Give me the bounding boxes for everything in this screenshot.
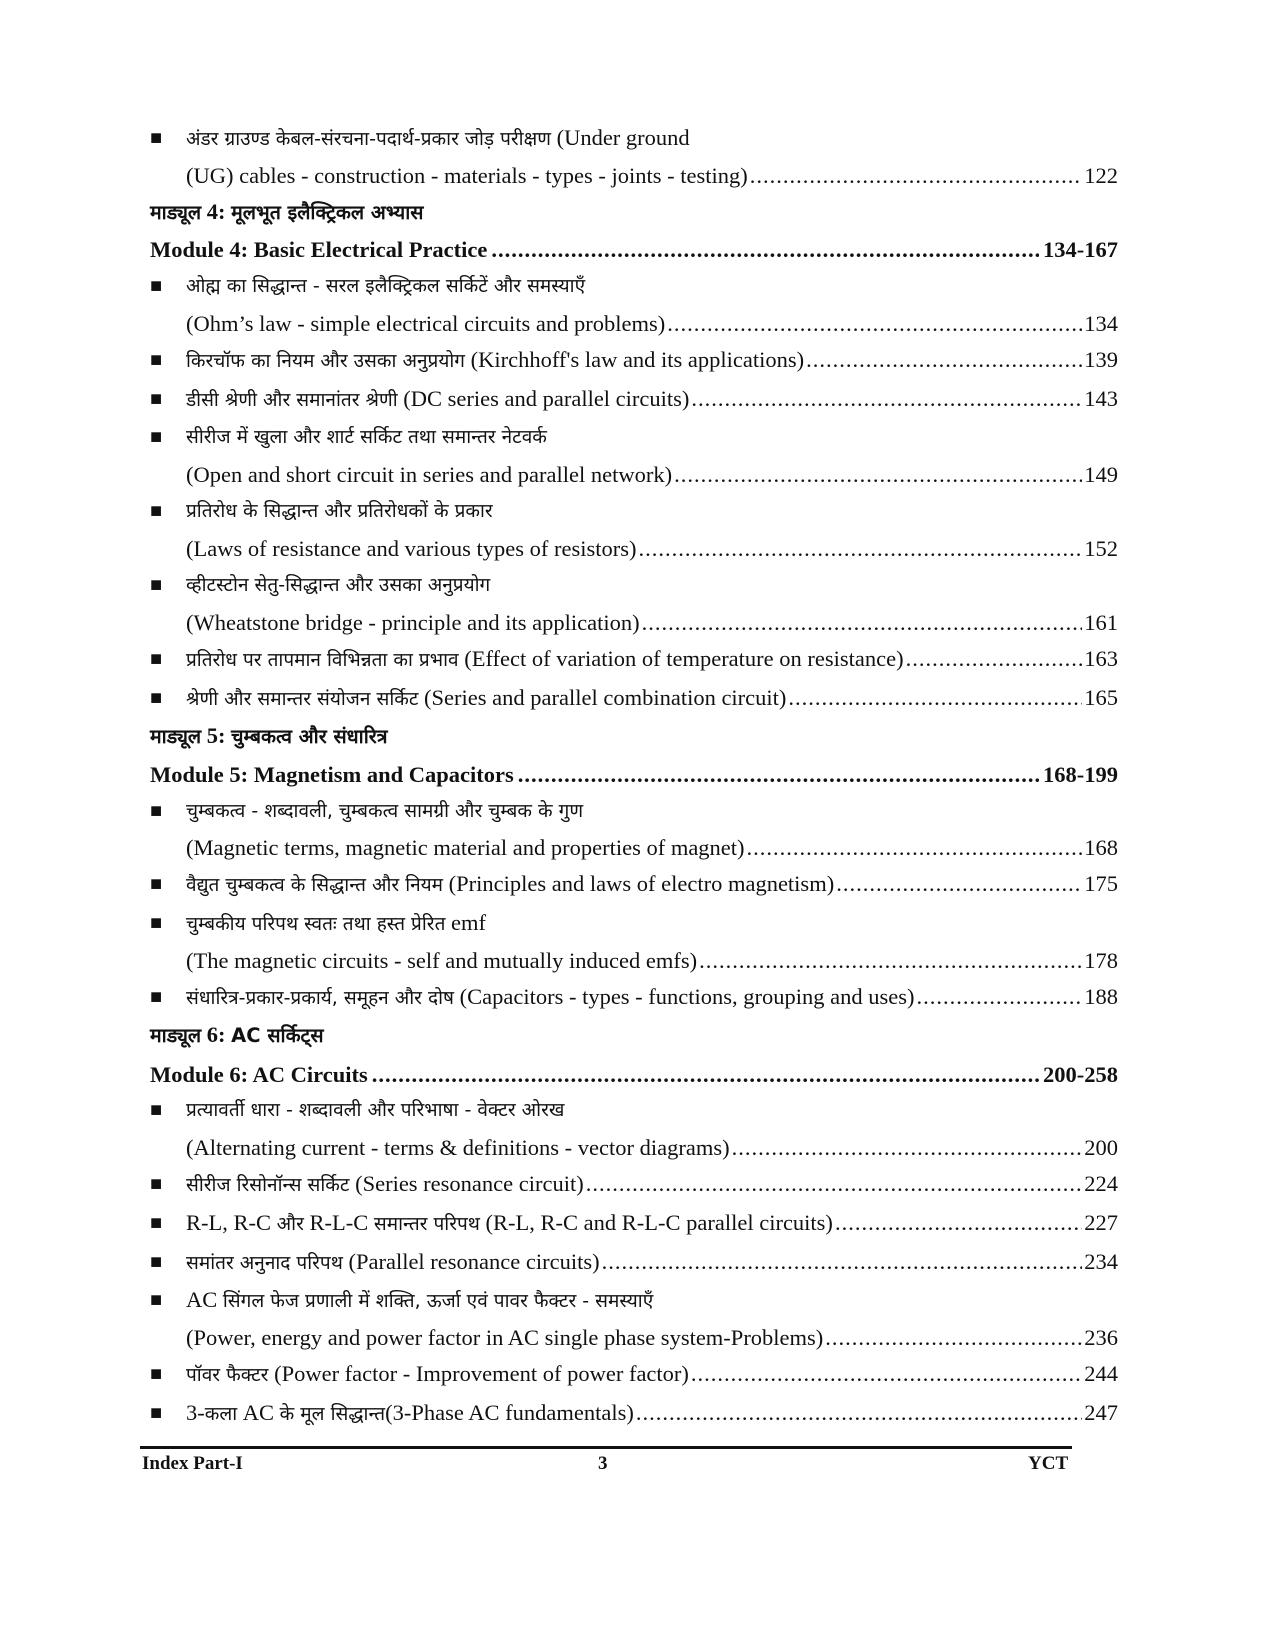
index-item: ■ संधारित्र-प्रकार-प्रकार्य, समूहन और दोष (Capacitors - types - functions, grouping and uses) ..... 188 bbox=[150, 979, 1118, 1015]
page-number: 247 bbox=[1084, 1400, 1118, 1425]
index-item: ■ किरचॉफ का नियम और उसका अनुप्रयोग (Kirchhoff's law and its applications) ..... 139 bbox=[150, 342, 1118, 378]
bullet-icon bbox=[150, 680, 170, 716]
page-number: 168 bbox=[1084, 835, 1118, 860]
item-english: (UG) cables - construction - materials - types - joints - testing) bbox=[186, 163, 748, 188]
bullet-icon bbox=[150, 1205, 170, 1241]
bullet-icon bbox=[150, 1166, 170, 1202]
index-item-line2: (Open and short circuit in series and parallel network) ..... 149 bbox=[150, 457, 1118, 493]
module-heading: Module 4: Basic Electrical Practice ..... 134-167 bbox=[150, 232, 1118, 268]
page-number: 161 bbox=[1084, 610, 1118, 635]
index-item: ■ 3-कला AC के मूल सिद्धान्त(3-Phase AC fundamentals) ..... 247 bbox=[150, 1395, 1118, 1431]
page-number: 188 bbox=[1084, 984, 1118, 1009]
bullet-icon bbox=[150, 419, 170, 455]
footer-right: YCT bbox=[1028, 1453, 1069, 1474]
footer-left: Index Part-I bbox=[142, 1453, 243, 1474]
bullet-icon bbox=[150, 1282, 170, 1318]
bullet-icon bbox=[150, 268, 170, 304]
page-number: 178 bbox=[1084, 948, 1118, 973]
page-number: 244 bbox=[1084, 1361, 1118, 1386]
page-number: 149 bbox=[1084, 462, 1118, 487]
bullet-icon bbox=[150, 793, 170, 829]
module-heading: Module 6: AC Circuits ..... 200-258 bbox=[150, 1057, 1118, 1093]
index-item-line2: (Alternating current - terms & definitions - vector diagrams) ..... 200 bbox=[150, 1130, 1118, 1166]
page-number: 134 bbox=[1084, 311, 1118, 336]
index-item-line2: (Magnetic terms, magnetic material and properties of magnet) ..... 168 bbox=[150, 830, 1118, 866]
item-hindi: ओह्म का सिद्धान्त - सरल इलैक्ट्रिकल सर्किटें और समस्याएँ bbox=[186, 275, 586, 297]
bullet-icon bbox=[150, 641, 170, 677]
bullet-icon bbox=[150, 1092, 170, 1128]
page-number: 227 bbox=[1084, 1210, 1118, 1235]
index-item: ■ वैद्युत चुम्बकत्व के सिद्धान्त और नियम (Principles and laws of electro magnetism) ..... 175 bbox=[150, 866, 1118, 902]
bullet-icon bbox=[150, 1244, 170, 1280]
bullet-icon bbox=[150, 567, 170, 603]
bullet-icon bbox=[150, 342, 170, 378]
index-item bbox=[150, 120, 1118, 156]
page-range: 200-258 bbox=[1043, 1062, 1118, 1087]
index-item-line2: (Ohm’s law - simple electrical circuits and problems) ..... 134 bbox=[150, 306, 1118, 342]
footer-rule bbox=[140, 1446, 1072, 1449]
index-item-line2: (Wheatstone bridge - principle and its application) ..... 161 bbox=[150, 605, 1118, 641]
page-number: 143 bbox=[1084, 386, 1118, 411]
bullet-icon bbox=[150, 866, 170, 902]
index-item: ■ प्रतिरोध पर तापमान विभिन्नता का प्रभाव (Effect of variation of temperature on resistance) ..... 163 bbox=[150, 641, 1118, 677]
index-item-line2 bbox=[150, 158, 1118, 194]
page-number: 163 bbox=[1084, 646, 1118, 671]
index-item bbox=[150, 268, 1118, 304]
index-item: ■ डीसी श्रेणी और समानांतर श्रेणी (DC series and parallel circuits) ..... 143 bbox=[150, 381, 1118, 417]
page-number: 234 bbox=[1084, 1249, 1118, 1274]
page-number: 236 bbox=[1084, 1325, 1118, 1350]
bullet-icon bbox=[150, 381, 170, 417]
module-hindi-title: माड्यूल 5: चुम्बकत्व और संधारित्र bbox=[150, 723, 388, 748]
index-item: ■ समांतर अनुनाद परिपथ (Parallel resonance circuits) ..... 234 bbox=[150, 1244, 1118, 1280]
page-number: 152 bbox=[1084, 536, 1118, 561]
index-item: ■ चुम्बकत्व - शब्दावली, चुम्बकत्व सामग्री और चुम्बक के गुण bbox=[150, 793, 1118, 829]
index-item-line2: (Power, energy and power factor in AC single phase system-Problems) ..... 236 bbox=[150, 1320, 1118, 1356]
bullet-icon bbox=[150, 493, 170, 529]
index-item: ■ AC सिंगल फेज प्रणाली में शक्ति, ऊर्जा एवं पावर फैक्टर - समस्याएँ bbox=[150, 1282, 1118, 1318]
index-item-line2: (Laws of resistance and various types of resistors) ..... 152 bbox=[150, 531, 1118, 567]
page-number: 165 bbox=[1084, 685, 1118, 710]
footer-page-number: 3 bbox=[598, 1453, 608, 1474]
module-hindi-title: माड्यूल 6: AC सर्किट्स bbox=[150, 1022, 324, 1047]
page-number: 200 bbox=[1084, 1135, 1118, 1160]
index-item: ■ चुम्बकीय परिपथ स्वतः तथा हस्त प्रेरित emf bbox=[150, 905, 1118, 941]
index-item: ■ सीरीज रिसोनॉन्स सर्किट (Series resonance circuit) ..... 224 bbox=[150, 1166, 1118, 1202]
index-item: ■ R-L, R-C और R-L-C समान्तर परिपथ (R-L, R-C and R-L-C parallel circuits) ..... 227 bbox=[150, 1205, 1118, 1241]
page-number: 139 bbox=[1084, 347, 1118, 372]
index-item: ■ प्रत्यावर्ती धारा - शब्दावली और परिभाषा - वेक्टर ओरख bbox=[150, 1092, 1118, 1128]
module-hindi-title: माड्यूल 4: मूलभूत इलैक्ट्रिकल अभ्यास bbox=[150, 199, 424, 224]
bullet-icon bbox=[150, 1395, 170, 1431]
index-item: ■ पॉवर फैक्टर (Power factor - Improvement of power factor) ..... 244 bbox=[150, 1356, 1118, 1392]
page-range: 134-167 bbox=[1043, 237, 1118, 262]
page-number: 175 bbox=[1084, 871, 1118, 896]
bullet-icon bbox=[150, 120, 170, 156]
bullet-icon bbox=[150, 1356, 170, 1392]
page-range: 168-199 bbox=[1043, 762, 1118, 787]
index-item-line2: (The magnetic circuits - self and mutually induced emfs) ..... 178 bbox=[150, 943, 1118, 979]
page-number: 122 bbox=[1084, 163, 1118, 188]
index-item: ■ श्रेणी और समान्तर संयोजन सर्किट (Series and parallel combination circuit) ..... 165 bbox=[150, 680, 1118, 716]
bullet-icon bbox=[150, 905, 170, 941]
bullet-icon bbox=[150, 979, 170, 1015]
item-hindi: अंडर ग्राउण्ड केबल-संरचना-पदार्थ-प्रकार जोड़ परीक्षण bbox=[186, 128, 551, 150]
module-heading: Module 5: Magnetism and Capacitors ..... 168-199 bbox=[150, 757, 1118, 793]
index-item: ■ प्रतिरोध के सिद्धान्त और प्रतिरोधकों के प्रकार bbox=[150, 493, 1118, 529]
index-item: ■ सीरीज में खुला और शार्ट सर्किट तथा समान्तर नेटवर्क bbox=[150, 419, 1118, 455]
page-number: 224 bbox=[1084, 1171, 1118, 1196]
index-item: ■ व्हीटस्टोन सेतु-सिद्धान्त और उसका अनुप्रयोग bbox=[150, 567, 1118, 603]
item-english: (Under ground bbox=[556, 125, 690, 150]
